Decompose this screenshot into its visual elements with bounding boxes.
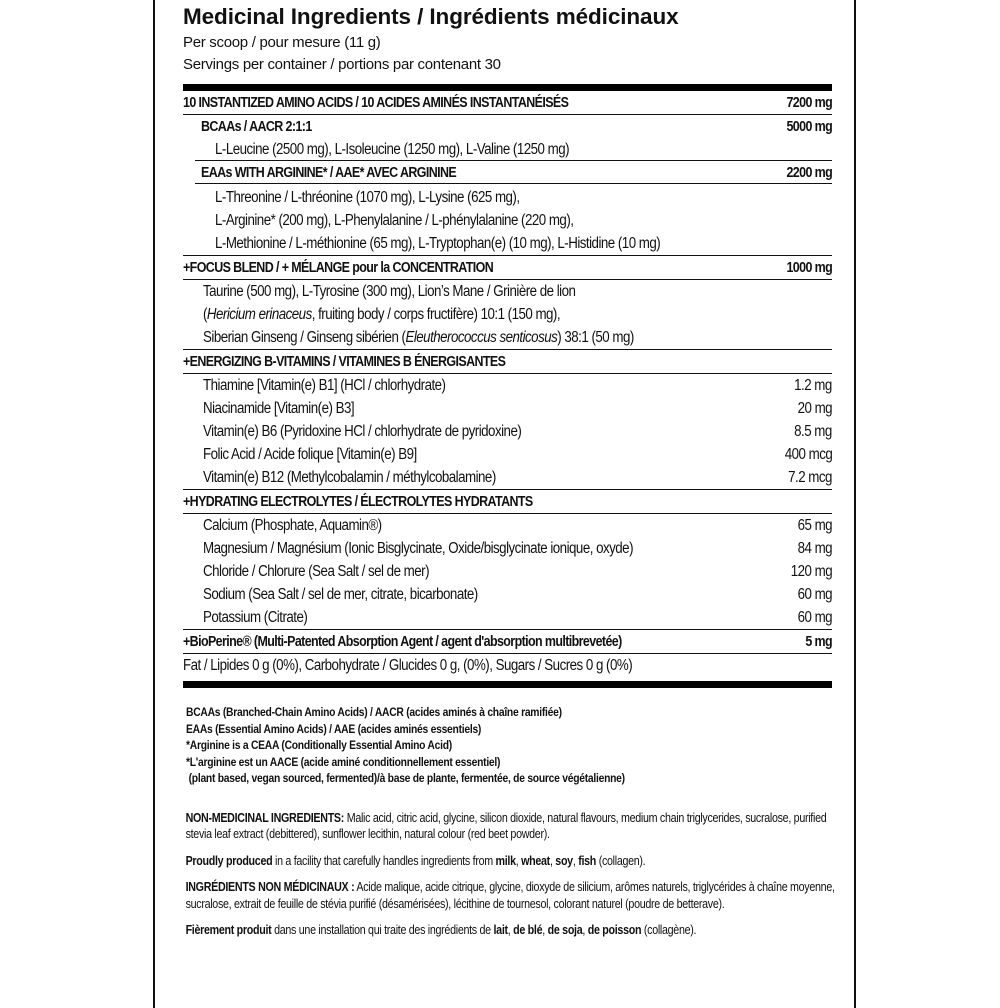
allergen: de poisson xyxy=(587,923,642,937)
nutrient-name: Magnesium / Magnésium (Ionic Bisglycinate, Oxide/bisglycinate ionique, oxyde) xyxy=(203,539,634,557)
nutrient-row xyxy=(203,537,832,560)
bcaas-row xyxy=(183,115,832,138)
nutrient-amount: 400 mcg xyxy=(784,445,832,463)
text-fragment: in a facility that carefully handles ingredients from xyxy=(272,853,496,868)
text-fragment: , fruiting body / corps fructifère) 10:1 (150 mg), xyxy=(311,306,561,323)
footnote: *L'arginine est un AACE (acide aminé conditionnellement essentiel) xyxy=(186,754,501,769)
nutrient-row xyxy=(203,420,832,443)
b-vitamins-label: +ENERGIZING B-VITAMINS / VITAMINES B ÉNERGISANTES xyxy=(183,353,506,370)
bcaas-detail-row xyxy=(183,138,832,161)
bioperine-row xyxy=(183,630,832,654)
nutrient-amount: 65 mg xyxy=(797,516,832,534)
bcaas-detail: L-Leucine (2500 mg), L-Isoleucine (1250 mg), L-Valine (1250 mg) xyxy=(215,141,570,158)
focus-blend-label: +FOCUS BLEND / + MÉLANGE pour la CONCENTRATION xyxy=(183,259,494,276)
bioperine-value: 5 mg xyxy=(805,633,832,650)
text-fragment: ( xyxy=(203,306,207,323)
focus-blend-header-row xyxy=(183,256,832,280)
footnote: (plant based, vegan sourced, fermented)/à base de plante, fermentée, de source végétalienne) xyxy=(186,771,625,785)
nutrient-name: Niacinamide [Vitamin(e) B3] xyxy=(203,399,355,417)
eaas-row xyxy=(183,161,832,184)
scientific-name: Eleutherococcus senticosus xyxy=(405,329,558,346)
nutrient-amount: 120 mg xyxy=(790,562,832,580)
panel-title: Medicinal Ingredients / Ingrédients médicinaux xyxy=(183,4,679,29)
non-medicinal-heading-en: NON-MEDICINAL INGREDIENTS: xyxy=(185,810,345,825)
nutrient-amount: 8.5 mg xyxy=(794,422,832,440)
text-fragment: dans une installation qui traite des ingrédients de xyxy=(271,923,494,937)
text-fragment: (collagène). xyxy=(641,923,697,937)
thick-divider-bottom xyxy=(183,681,832,688)
focus-blend-line-2 xyxy=(203,303,744,326)
allergen: de blé xyxy=(513,923,543,937)
non-medicinal-heading-fr: INGRÉDIENTS NON MÉDICINAUX : xyxy=(185,880,355,894)
focus-blend-detail xyxy=(183,280,832,350)
nutrient-row xyxy=(203,560,832,583)
nutrient-row xyxy=(203,397,832,420)
text-fragment: (collagen). xyxy=(596,853,646,868)
servings-per-container: Servings per container / portions par contenant 30 xyxy=(183,56,501,73)
nutrient-amount: 1.2 mg xyxy=(794,376,832,394)
nutrient-name: Chloride / Chlorure (Sea Salt / sel de mer) xyxy=(203,562,430,580)
nutrient-amount: 60 mg xyxy=(797,608,832,626)
macros-line: Fat / Lipides 0 g (0%), Carbohydrate / Glucides 0 g, (0%), Sugars / Sucres 0 g (0%) xyxy=(183,657,633,674)
thick-divider-top xyxy=(183,84,832,91)
nutrient-row xyxy=(203,606,832,629)
eaas-detail-line: L-Threonine / L-thréonine (1070 mg), L-Lysine (625 mg), xyxy=(215,189,520,206)
nutrient-amount: 20 mg xyxy=(797,399,832,417)
focus-blend-line-3 xyxy=(203,326,744,349)
nutrient-name: Calcium (Phosphate, Aquamin®) xyxy=(203,516,382,534)
eaas-label: EAAs WITH ARGININE* / AAE* AVEC ARGININE xyxy=(201,164,457,181)
medicinal-ingredients-panel xyxy=(183,0,835,939)
amino-acids-label: 10 INSTANTIZED AMINO ACIDS / 10 ACIDES AMINÉS INSTANTANÉISÉS xyxy=(183,94,569,111)
focus-blend-value: 1000 mg xyxy=(786,259,832,276)
allergen: wheat xyxy=(521,853,550,868)
electrolytes-label: +HYDRATING ELECTROLYTES / ÉLECTROLYTES HYDRATANTS xyxy=(183,493,533,510)
allergen: lait xyxy=(493,923,508,937)
eaas-detail-line: L-Arginine* (200 mg), L-Phenylalanine / L-phénylalanine (220 mg), xyxy=(215,212,574,229)
b-vitamins-header-row xyxy=(183,350,832,374)
footnote: *Arginine is a CEAA (Conditionally Essential Amino Acid) xyxy=(186,738,452,752)
nutrient-row xyxy=(203,466,832,489)
footnote: EAAs (Essential Amino Acids) / AAE (acides aminés essentiels) xyxy=(186,721,482,736)
footnotes xyxy=(183,704,832,787)
nutrient-amount: 7.2 mcg xyxy=(788,468,832,486)
focus-blend-line-1: Taurine (500 mg), L-Tyrosine (300 mg), Lion’s Mane / Grinière de lion xyxy=(203,283,576,300)
bcaas-label: BCAAs / AACR 2:1:1 xyxy=(201,118,312,135)
amino-acids-header-row xyxy=(183,91,832,115)
nutrient-name: Vitamin(e) B12 (Methylcobalamin / méthylcobalamine) xyxy=(203,468,496,486)
footnote: BCAAs (Branched-Chain Amino Acids) / AACR (acides aminés à chaîne ramifiée) xyxy=(186,705,562,719)
nutrient-row xyxy=(203,443,832,466)
non-medicinal-ingredients-en xyxy=(183,810,836,843)
nutrient-name: Thiamine [Vitamin(e) B1] (HCl / chlorhydrate) xyxy=(203,376,446,394)
nutrient-name: Sodium (Sea Salt / sel de mer, citrate, bicarbonate) xyxy=(203,585,478,603)
b-vitamins-list xyxy=(183,374,832,490)
electrolytes-header-row xyxy=(183,490,832,514)
electrolytes-list xyxy=(183,514,832,630)
allergen: milk xyxy=(495,853,516,868)
nutrient-row xyxy=(203,374,832,397)
scientific-name: Hericium erinaceus xyxy=(206,306,312,323)
nutrient-amount: 84 mg xyxy=(797,539,832,557)
facility-statement-en: Proudly produced in a facility that carefully handles ingredients from milk, wheat, soy, fish (collagen). xyxy=(185,853,646,868)
allergen: de soja xyxy=(547,923,583,937)
non-medicinal-text-en: Malic acid, citric acid, glycine, silicon dioxide, natural flavours, medium chain triglycerides, sucralose, purified stevia leaf extract (debittered), sunflower lecithin, natural colour (red beet powder). xyxy=(185,810,827,841)
non-medicinal-ingredients-fr xyxy=(183,879,836,912)
nutrient-name: Folic Acid / Acide folique [Vitamin(e) B9] xyxy=(203,445,417,463)
facility-statement-fr: Fièrement produit dans une installation qui traite des ingrédients de lait, de blé, de soja, de poisson (collagène). xyxy=(185,923,697,937)
non-medicinal-text-fr: Acide malique, acide citrique, glycine, dioxyde de silicium, arômes naturels, triglycérides à chaîne moyenne, sucralose, extrait de feuille de stévia purifié (désamérisées), lécithine de tournesol, colorant naturel (poudre de betterave). xyxy=(185,880,835,911)
amino-acids-value: 7200 mg xyxy=(786,94,832,111)
nutrient-row xyxy=(203,583,832,606)
eaas-detail-line: L-Methionine / L-méthionine (65 mg), L-Tryptophan(e) (10 mg), L-Histidine (10 mg) xyxy=(215,235,661,252)
nutrient-amount: 60 mg xyxy=(797,585,832,603)
bioperine-label: +BioPerine® (Multi-Patented Absorption Agent / agent d'absorption multibrevetée) xyxy=(183,633,622,650)
bcaas-value: 5000 mg xyxy=(786,118,832,135)
nutrient-name: Vitamin(e) B6 (Pyridoxine HCl / chlorhydrate de pyridoxine) xyxy=(203,422,522,440)
eaas-detail xyxy=(183,184,832,256)
eaas-value: 2200 mg xyxy=(786,164,832,181)
allergen: fish xyxy=(578,853,597,868)
text-fragment: Siberian Ginseng / Ginseng sibérien ( xyxy=(203,329,406,346)
serving-size: Per scoop / pour mesure (11 g) xyxy=(183,34,381,51)
facility-bold-fr: Fièrement produit xyxy=(185,923,272,937)
text-fragment: ) 38:1 (50 mg) xyxy=(557,329,634,346)
allergen: soy xyxy=(555,853,573,868)
facility-bold-en: Proudly produced xyxy=(185,853,273,868)
nutrient-row xyxy=(203,514,832,537)
nutrient-name: Potassium (Citrate) xyxy=(203,608,308,626)
